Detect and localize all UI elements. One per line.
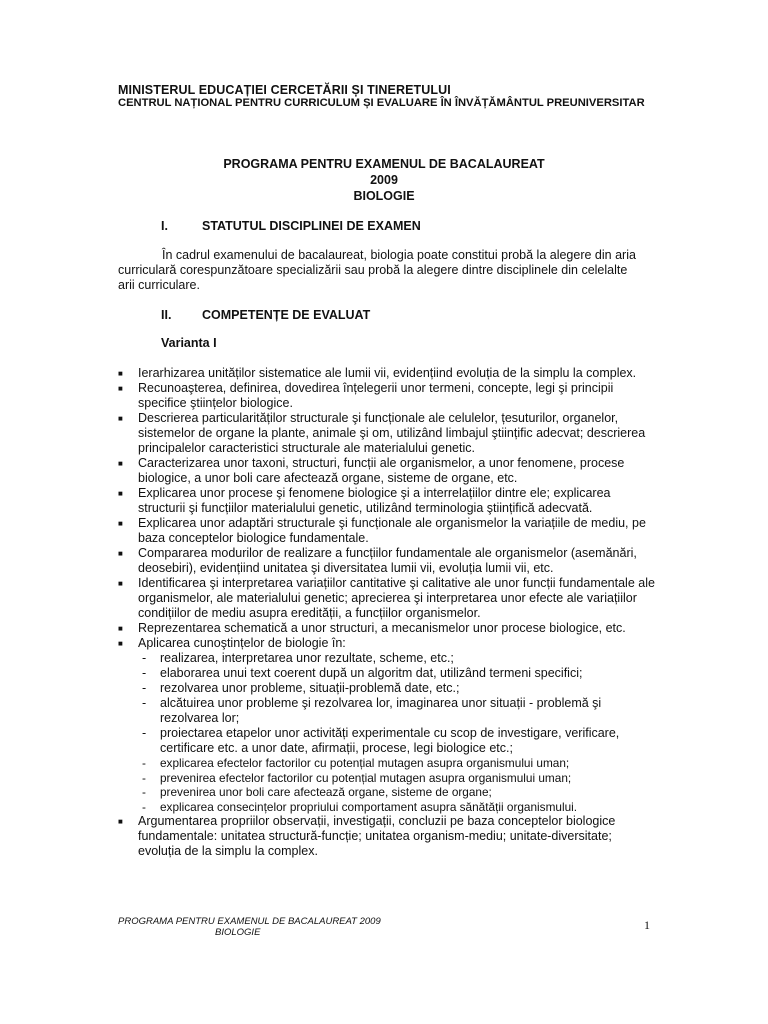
sub-list-item: - rezolvarea unor probleme, situații-problemă date, etc.; bbox=[142, 681, 460, 695]
sub-list-item: - realizarea, interpretarea unor rezultate, scheme, etc.; bbox=[142, 651, 454, 665]
document-title: PROGRAMA PENTRU EXAMENUL DE BACALAUREAT bbox=[223, 157, 545, 171]
dash-icon: - bbox=[142, 770, 146, 785]
sub-list-item: - prevenirea efectelor factorilor cu potențial mutagen asupra organismului uman; bbox=[142, 770, 572, 785]
dash-icon: - bbox=[142, 799, 146, 814]
list-item: ■ Reprezentarea schematică a unor structuri, a mecanismelor unor procese biologice, etc. bbox=[118, 621, 626, 635]
page-number: 1 bbox=[644, 918, 650, 932]
bullet-icon: ■ bbox=[118, 414, 123, 423]
section-2-heading: COMPETENȚE DE EVALUAT bbox=[202, 308, 371, 322]
sub-list-item: - explicarea efectelor factorilor cu potențial mutagen asupra organismului uman; bbox=[142, 756, 570, 770]
bullet-icon: ■ bbox=[118, 459, 123, 468]
dash-icon: - bbox=[142, 785, 146, 799]
center-header: CENTRUL NAȚIONAL PENTRU CURRICULUM ȘI EVALUARE ÎN ÎNVĂȚĂMÂNTUL PREUNIVERSITAR bbox=[118, 97, 645, 109]
sub-list-item: - prevenirea unor boli care afectează organe, sisteme de organe; bbox=[142, 785, 492, 799]
document-year: 2009 bbox=[370, 173, 398, 187]
ministry-header: MINISTERUL EDUCAȚIEI CERCETĂRII ȘI TINERETULUI bbox=[118, 83, 451, 97]
dash-icon: - bbox=[142, 756, 146, 770]
dash-icon: - bbox=[142, 666, 147, 680]
list-item: ■ Descrierea particularităților structurale şi funcționale ale celulelor, țesuturilor, organelor, sistemelor de organe la plante, animale şi om, utilizând limbajul ştiințific adecvat; descrierea principalelor caracteristici structurale ale materialului genetic. bbox=[118, 411, 646, 455]
list-item: ■ Identificarea şi interpretarea variațiilor cantitative şi calitative ale unor funcții fundamentale ale organismelor, ale materialului genetic; aprecierea şi interpretarea unor efecte ale variațiilor condițiilor de mediu asupra eredității, a funcțiilor organismelor. bbox=[118, 576, 655, 620]
footer-subject: BIOLOGIE bbox=[215, 927, 261, 938]
competence-list bbox=[118, 366, 658, 859]
dash-icon: - bbox=[142, 651, 147, 665]
dash-icon: - bbox=[142, 696, 147, 710]
bullet-icon: ■ bbox=[118, 489, 123, 498]
sub-list-item: - explicarea consecințelor propriului comportament asupra sănătății organismului. bbox=[142, 799, 578, 814]
sub-list-item: - elaborarea unui text coerent după un algoritm dat, utilizând termeni specifici; bbox=[142, 666, 583, 680]
section-1-paragraph bbox=[118, 248, 638, 293]
list-item: ■ Caracterizarea unor taxoni, structuri, funcții ale organismelor, a unor fenomene, procese biologice, a unor boli care afectează organe, sisteme de organe, etc. bbox=[118, 456, 625, 485]
list-item: ■ Explicarea unor adaptări structurale şi funcționale ale organismelor la variațiile de mediu, pe baza conceptelor biologice fundamentale. bbox=[118, 516, 646, 545]
section-1-heading: STATUTUL DISCIPLINEI DE EXAMEN bbox=[202, 219, 421, 233]
list-item: ■ Explicarea unor procese şi fenomene biologice şi a interrelațiilor dintre ele; explicarea structurii şi funcțiilor materialului genetic, utilizând terminologia ştiințifică adecvată. bbox=[118, 486, 611, 515]
variant-heading: Varianta I bbox=[161, 336, 217, 350]
sub-list-item: - proiectarea etapelor unor activități experimentale cu scop de investigare, verificare, certificare etc. a unor date, afirmații, procese, legi biologice etc.; bbox=[142, 726, 620, 755]
list-item: ■ Argumentarea propriilor observații, investigații, concluzii pe baza conceptelor biologice fundamentale: unitatea structură-funcție; unitatea organism-mediu; unitate-diversitate; evoluția de la simplu la complex. bbox=[118, 814, 616, 858]
bullet-icon: ■ bbox=[118, 579, 123, 588]
document-subject: BIOLOGIE bbox=[353, 189, 415, 203]
section-2-number: II. bbox=[161, 308, 172, 322]
section-1-number: I. bbox=[161, 219, 168, 233]
dash-icon: - bbox=[142, 726, 147, 740]
list-item: ■ Aplicarea cunoştințelor de biologie în: bbox=[118, 636, 346, 650]
dash-icon: - bbox=[142, 681, 147, 695]
bullet-icon: ■ bbox=[118, 817, 123, 826]
sub-list-item: - alcătuirea unor probleme şi rezolvarea lor, imaginarea unor situații - problemă şi rezolvarea lor; bbox=[142, 696, 602, 725]
bullet-icon: ■ bbox=[118, 519, 123, 528]
list-item: ■ Ierarhizarea unităților sistematice ale lumii vii, evidențiind evoluția de la simplu la complex. bbox=[118, 366, 637, 380]
bullet-icon: ■ bbox=[118, 384, 123, 393]
list-item: ■ Recunoaşterea, definirea, dovedirea înțelegerii unor termeni, concepte, legi şi principii specifice ştiințelor biologice. bbox=[118, 381, 614, 410]
section-1-text: În cadrul examenului de bacalaureat, biologia poate constitui probă la alegere din aria curriculară corespunzătoare specializării sau probă la alegere dintre disciplinele din celelalte arii curriculare. bbox=[118, 248, 636, 292]
bullet-icon: ■ bbox=[118, 549, 123, 558]
bullet-icon: ■ bbox=[118, 639, 123, 648]
footer-title: PROGRAMA PENTRU EXAMENUL DE BACALAUREAT 2009 bbox=[118, 916, 381, 927]
bullet-icon: ■ bbox=[118, 624, 123, 633]
list-item: ■ Compararea modurilor de realizare a funcțiilor fundamentale ale organismelor (asemănări, deosebiri), evidențiind unitatea şi diversitatea lumii vii, evoluția lumii vii, etc. bbox=[118, 546, 637, 575]
bullet-icon: ■ bbox=[118, 369, 123, 378]
